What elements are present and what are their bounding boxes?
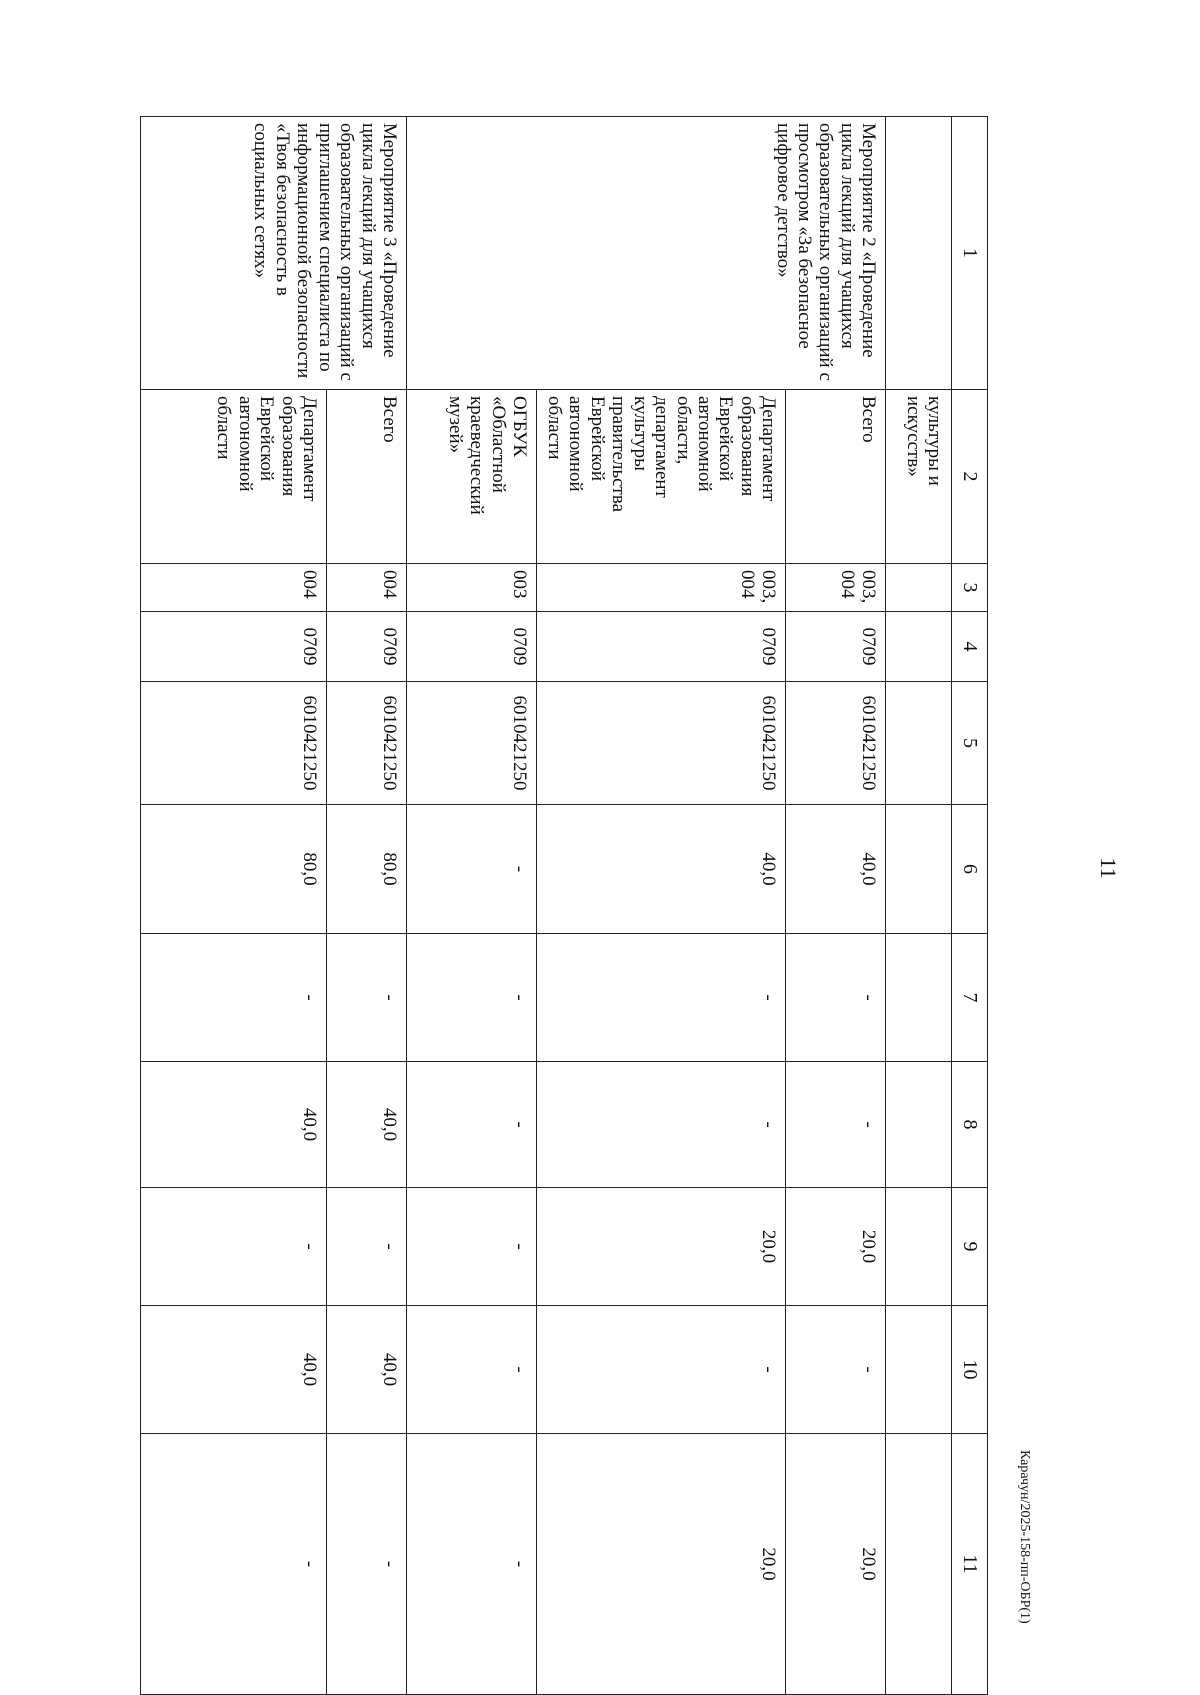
- header-cell: 6: [952, 805, 988, 934]
- cell-grbs: 003: [407, 564, 537, 612]
- cell-value: -: [407, 1434, 537, 1695]
- cell-executor: Всего: [786, 390, 886, 564]
- cell-event: [886, 117, 952, 390]
- header-cell: 7: [952, 934, 988, 1062]
- cell-executor: культуры и искусств»: [886, 390, 952, 564]
- cell-value: 40,0: [327, 1062, 407, 1188]
- page-number: 11: [1096, 857, 1121, 879]
- table-row: [886, 117, 952, 1695]
- cell-value: -: [327, 934, 407, 1062]
- cell-executor: Департамент образования Еврейской автономной области, департамент культуры правительства Еврейской автономной области: [537, 390, 786, 564]
- cell-executor: Всего: [327, 390, 407, 564]
- document-code: Карачун/2025-158-пп-ОБР(1): [1017, 1450, 1032, 1624]
- header-cell: 11: [952, 1434, 988, 1695]
- header-cell: 10: [952, 1306, 988, 1434]
- cell-csr: 6010421250: [141, 682, 327, 805]
- cell-value: 80,0: [141, 805, 327, 934]
- cell-csr: 6010421250: [537, 682, 786, 805]
- cell-event: Мероприятие 3 «Проведение цикла лекций для учащихся образовательных организаций с приглашением специалиста по информационной безопасности «Твоя безопасность в социальных сетях»: [141, 117, 407, 390]
- cell-value: 40,0: [786, 805, 886, 934]
- cell-value: [886, 1434, 952, 1695]
- cell-grbs: [886, 564, 952, 612]
- cell-value: 20,0: [786, 1188, 886, 1306]
- cell-value: 40,0: [141, 1062, 327, 1188]
- cell-grbs: 003, 004: [786, 564, 886, 612]
- cell-value: -: [141, 934, 327, 1062]
- cell-value: -: [537, 1062, 786, 1188]
- budget-table: [140, 116, 988, 1695]
- header-cell: 9: [952, 1188, 988, 1306]
- cell-rzpr: 0709: [141, 612, 327, 682]
- cell-value: -: [407, 1062, 537, 1188]
- cell-csr: 6010421250: [786, 682, 886, 805]
- header-cell: 4: [952, 612, 988, 682]
- cell-value: -: [407, 1306, 537, 1434]
- table-header-row: [952, 117, 988, 1695]
- cell-grbs: 004: [141, 564, 327, 612]
- cell-csr: 6010421250: [327, 682, 407, 805]
- cell-value: 40,0: [537, 805, 786, 934]
- cell-rzpr: 0709: [407, 612, 537, 682]
- table-row: [327, 117, 407, 1695]
- cell-executor: ОГБУК «Областной краеведческий музей»: [407, 390, 537, 564]
- header-cell: 8: [952, 1062, 988, 1188]
- cell-value: 80,0: [327, 805, 407, 934]
- cell-csr: [886, 682, 952, 805]
- cell-value: 40,0: [141, 1306, 327, 1434]
- cell-rzpr: 0709: [327, 612, 407, 682]
- budget-table-rotated: [152, 116, 988, 1624]
- cell-rzpr: 0709: [537, 612, 786, 682]
- cell-value: -: [327, 1188, 407, 1306]
- header-cell: 5: [952, 682, 988, 805]
- cell-grbs: 003, 004: [537, 564, 786, 612]
- cell-event: Мероприятие 2 «Проведение цикла лекций для учащихся образовательных организаций с просмотром «За безопасное цифровое детство»: [407, 117, 886, 390]
- cell-value: -: [786, 1062, 886, 1188]
- cell-value: -: [537, 934, 786, 1062]
- cell-value: 40,0: [327, 1306, 407, 1434]
- cell-value: -: [786, 1306, 886, 1434]
- cell-value: -: [537, 1306, 786, 1434]
- cell-value: -: [141, 1434, 327, 1695]
- cell-value: 20,0: [786, 1434, 886, 1695]
- cell-grbs: 004: [327, 564, 407, 612]
- cell-value: [886, 805, 952, 934]
- cell-value: -: [327, 1434, 407, 1695]
- cell-value: -: [141, 1188, 327, 1306]
- cell-executor: Департамент образования Еврейской автономной области: [141, 390, 327, 564]
- cell-value: [886, 1062, 952, 1188]
- cell-value: -: [407, 805, 537, 934]
- cell-rzpr: 0709: [786, 612, 886, 682]
- header-cell: 1: [952, 117, 988, 390]
- cell-value: -: [786, 934, 886, 1062]
- cell-csr: 6010421250: [407, 682, 537, 805]
- cell-value: -: [407, 1188, 537, 1306]
- cell-rzpr: [886, 612, 952, 682]
- cell-value: -: [407, 934, 537, 1062]
- cell-value: 20,0: [537, 1188, 786, 1306]
- cell-value: 20,0: [537, 1434, 786, 1695]
- table-row: [786, 117, 886, 1695]
- cell-value: [886, 1306, 952, 1434]
- header-cell: 3: [952, 564, 988, 612]
- cell-value: [886, 934, 952, 1062]
- header-cell: 2: [952, 390, 988, 564]
- cell-value: [886, 1188, 952, 1306]
